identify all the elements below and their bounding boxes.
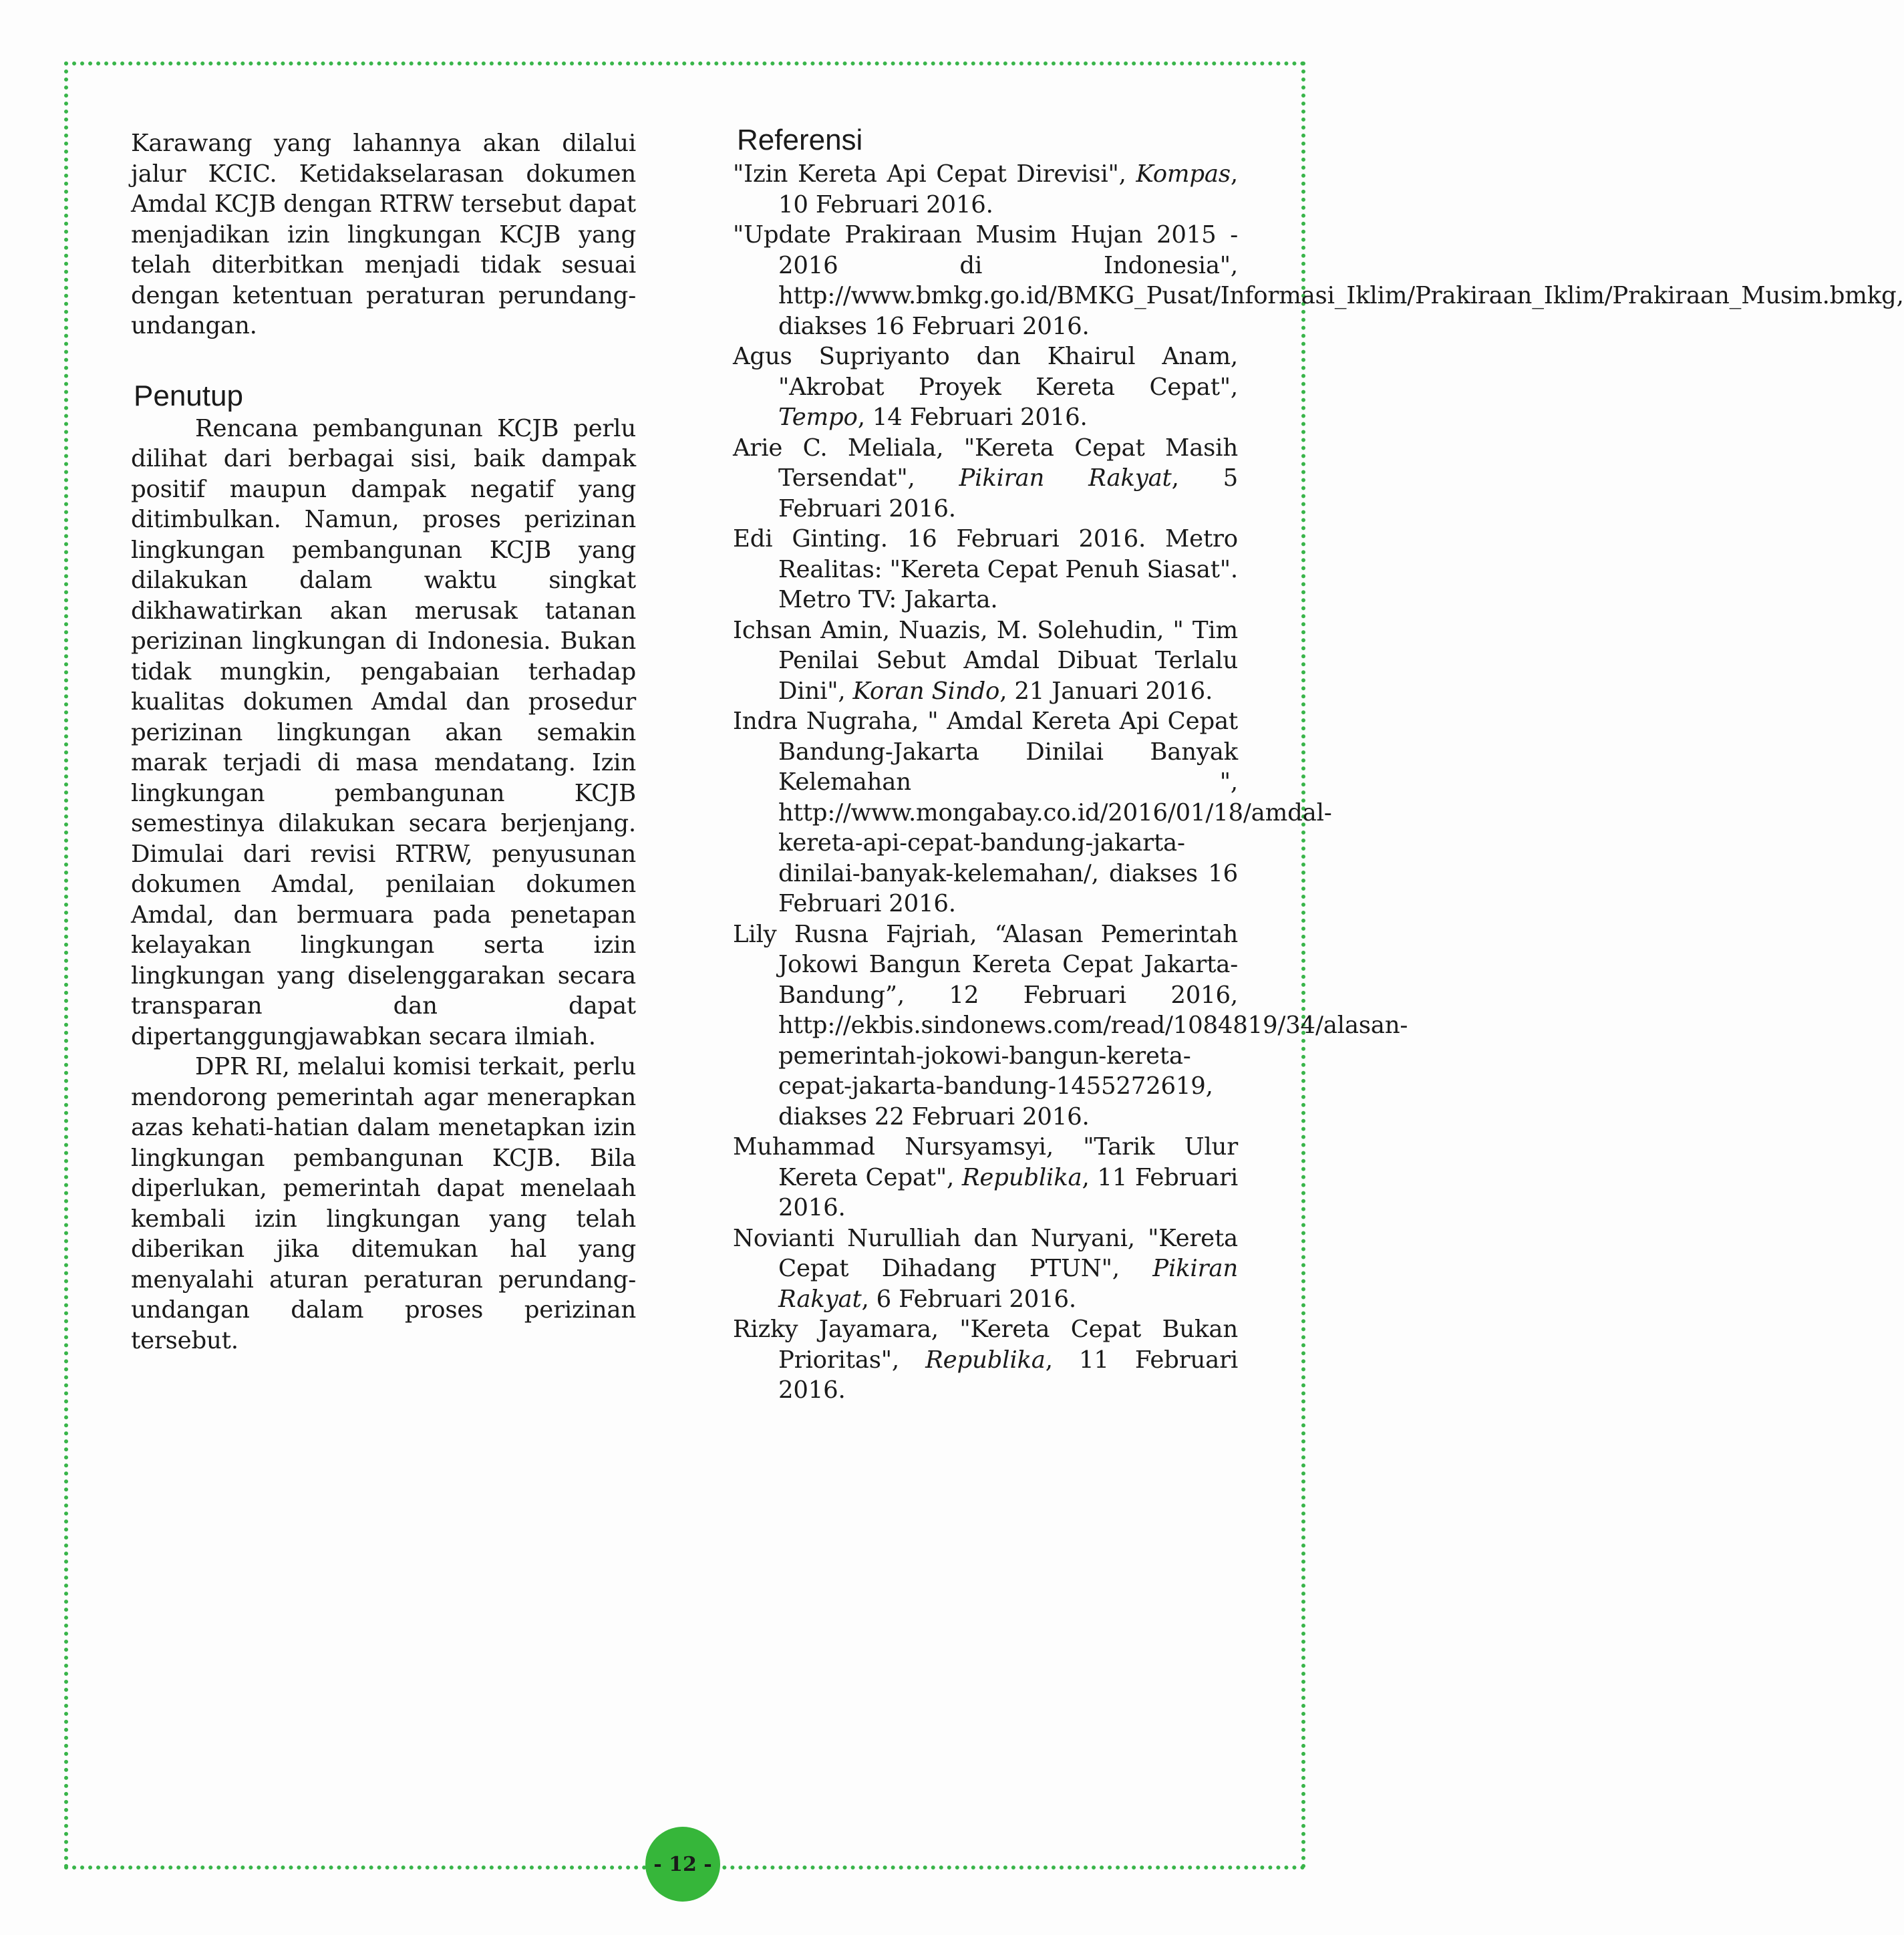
reference-date: , 11 Februari 2016.	[778, 1163, 1238, 1221]
reference-text: Arie C. Meliala, "Kereta Cepat Masih Tersendat",	[733, 434, 1238, 492]
left-column	[131, 128, 636, 1356]
reference-source: Pikiran Rakyat	[959, 464, 1172, 492]
reference-source: Tempo	[778, 404, 858, 431]
reference-text: Novianti Nurulliah dan Nuryani, "Kereta Cepat Dihadang PTUN",	[733, 1224, 1238, 1282]
reference-text: Ichsan Amin, Nuazis, M. Solehudin, " Tim Penilai Sebut Amdal Dibuat Terlalu Dini",	[733, 616, 1238, 705]
reference-source: Republika	[925, 1346, 1046, 1374]
reference-item	[733, 524, 1238, 615]
reference-text: "Update Prakiraan Musim Hujan 2015 - 2016 di Indonesia", http://www.bmkg.go.id/BMKG_Pusat/Informasi_Iklim/Prakiraan_Iklim/Prakiraan_Musim.bmkg, diakses 16 Februari 2016.	[733, 221, 1904, 340]
reference-date: , 6 Februari 2016.	[861, 1285, 1077, 1313]
closing-paragraph-2: DPR RI, melalui komisi terkait, perlu mendorong pemerintah agar menerapkan azas kehati-hatian dalam menetapkan izin lingkungan pembangunan KCJB. Bila diperlukan, pemerintah dapat menelaah kembali izin lingkungan yang telah diberikan jika ditemukan hal yang menyalahi aturan peraturan perundang-undangan dalam proses perizinan tersebut.	[131, 1053, 636, 1354]
reference-source: Kompas	[1136, 160, 1231, 188]
reference-text: "Izin Kereta Api Cepat Direvisi",	[733, 160, 1136, 188]
reference-text: Indra Nugraha, " Amdal Kereta Api Cepat Bandung-Jakarta Dinilai Banyak Kelemahan ", http://www.mongabay.co.id/2016/01/18/amdal-kereta-api-cepat-bandung-jakarta-dinilai-banyak-kelemahan/, diakses 16 Februari 2016.	[733, 708, 1332, 917]
right-column	[733, 123, 1904, 1406]
page-number: - 12 -	[653, 1852, 712, 1876]
reference-text: Muhammad Nursyamsyi, "Tarik Ulur Kereta Cepat",	[733, 1133, 1238, 1191]
reference-date: , 10 Februari 2016.	[778, 160, 1238, 218]
reference-text: Rizky Jayamara, "Kereta Cepat Bukan Prioritas",	[733, 1316, 1238, 1374]
reference-date: , 14 Februari 2016.	[857, 404, 1088, 431]
reference-item	[733, 159, 1238, 220]
reference-source: Koran Sindo	[852, 677, 1000, 705]
reference-date: , 21 Januari 2016.	[999, 677, 1213, 705]
reference-text: Agus Supriyanto dan Khairul Anam, "Akrobat Proyek Kereta Cepat",	[733, 343, 1238, 401]
reference-item	[733, 433, 1238, 525]
reference-item	[733, 220, 1904, 341]
reference-source: Republika	[961, 1163, 1082, 1191]
reference-item	[733, 1314, 1238, 1406]
reference-date: , 5 Februari 2016.	[778, 464, 1238, 523]
reference-list	[733, 159, 1904, 1406]
closing-paragraph-1: Rencana pembangunan KCJB perlu dilihat dari berbagai sisi, baik dampak positif maupun dampak negatif yang ditimbulkan. Namun, proses perizinan lingkungan pembangunan KCJB yang dilakukan dalam waktu singkat dikhawatirkan akan merusak tatanan perizinan lingkungan di Indonesia. Bukan tidak mungkin, pengabaian terhadap kualitas dokumen Amdal dan prosedur perizinan lingkungan akan semakin marak terjadi di masa mendatang. Izin lingkungan pembangunan KCJB semestinya dilakukan secara berjenjang. Dimulai dari revisi RTRW, penyusunan dokumen Amdal, penilaian dokumen Amdal, dan bermuara pada penetapan kelayakan lingkungan serta izin lingkungan yang diselenggarakan secara transparan dan dapat dipertanggungjawabkan secara ilmiah.	[131, 414, 636, 1050]
reference-text: Lily Rusna Fajriah, “Alasan Pemerintah Jokowi Bangun Kereta Cepat Jakarta-Bandung”, 12 Februari 2016, http://ekbis.sindonews.com/read/1084819/34/alasan-pemerintah-jokowi-bangun-kereta-cepat-jakarta-bandung-1455272619, diakses 22 Februari 2016.	[733, 920, 1408, 1131]
intro-paragraph: Karawang yang lahannya akan dilalui jalur KCIC. Ketidakselarasan dokumen Amdal KCJB dengan RTRW tersebut dapat menjadikan izin lingkungan KCJB yang telah diterbitkan menjadi tidak sesuai dengan ketentuan peraturan perundang-undangan.	[131, 130, 636, 339]
reference-text: Edi Ginting. 16 Februari 2016. Metro Realitas: "Kereta Cepat Penuh Siasat". Metro TV: Jakarta.	[733, 525, 1238, 613]
page-number-badge	[645, 1827, 720, 1902]
reference-item	[733, 1132, 1238, 1223]
reference-item	[733, 706, 1332, 919]
reference-item	[733, 919, 1408, 1133]
reference-item	[733, 1223, 1238, 1315]
reference-date: , 11 Februari 2016.	[778, 1346, 1239, 1404]
reference-source: Pikiran Rakyat	[778, 1255, 1238, 1313]
reference-item	[733, 615, 1238, 707]
reference-item	[733, 341, 1238, 433]
section-heading-referensi: Referensi	[737, 124, 863, 156]
section-heading-penutup: Penutup	[134, 379, 243, 412]
